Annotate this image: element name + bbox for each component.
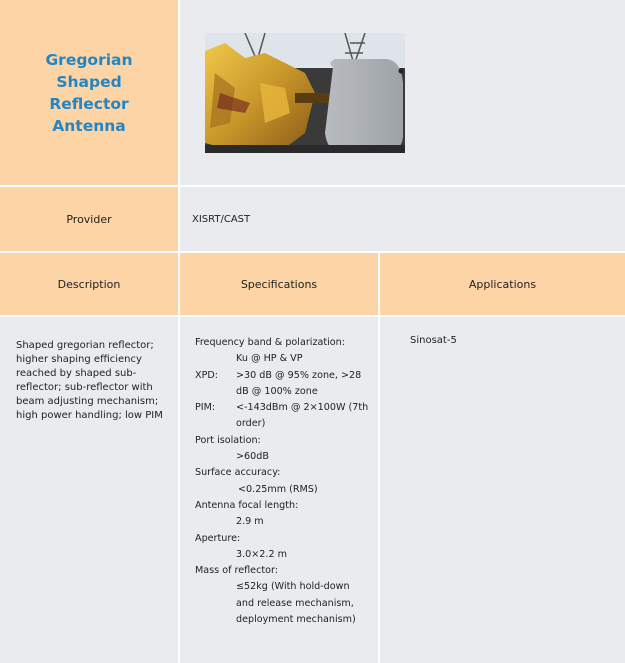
specifications-header: Specifications: [240, 277, 318, 291]
spec-mass-value: ≤52kg (With hold-down and release mechanism, deployment mechanism): [236, 581, 356, 626]
spec-xpd-label: XPD:: [195, 369, 218, 381]
spec-pim-row: [195, 400, 370, 433]
applications-text: Sinosat-5: [410, 335, 457, 346]
description-text: Shaped gregorian reflector; higher shaping efficiency reached by shaped sub-reflector; sub-reflector with beam adjusting mechanism; high power handling; low PIM: [16, 340, 163, 421]
applications-cell: [380, 317, 625, 663]
specifications-cell: [180, 317, 378, 663]
spec-aperture-value: 3.0×2.2 m: [236, 548, 287, 560]
antenna-photo: [205, 33, 405, 153]
spec-pim-value: <-143dBm @ 2×100W (7th order): [236, 402, 369, 430]
provider-label: Provider: [66, 212, 112, 226]
description-cell: [0, 317, 178, 663]
spec-port-value: >60dB: [236, 451, 269, 463]
spec-xpd-row: [195, 368, 370, 401]
description-header: Description: [57, 277, 121, 291]
spec-mass-label: Mass of reflector:: [195, 565, 278, 577]
spec-port-label: Port isolation:: [195, 434, 261, 446]
provider-value-cell: [180, 187, 625, 251]
spec-pim-label: PIM:: [195, 402, 216, 414]
spec-frequency-label: Frequency band & polarization:: [195, 337, 345, 348]
applications-header: Applications: [468, 277, 537, 291]
applications-header-cell: [380, 253, 625, 315]
image-cell: [180, 0, 625, 185]
spec-surface-label: Surface accuracy:: [195, 467, 281, 479]
spec-aperture-label: Aperture:: [195, 532, 241, 544]
title-cell: [0, 0, 178, 185]
description-header-cell: [0, 253, 178, 315]
page-title: Gregorian Shaped Reflector Antenna: [45, 50, 133, 135]
provider-label-cell: [0, 187, 178, 251]
spec-focal-label: Antenna focal length:: [195, 499, 299, 511]
provider-value: XISRT/CAST: [192, 213, 251, 225]
spec-xpd-value: >30 dB @ 95% zone, >28 dB @ 100% zone: [236, 369, 362, 397]
specifications-header-cell: [180, 253, 378, 315]
spec-frequency-value: Ku @ HP & VP: [236, 353, 303, 365]
spec-surface-value: <0.25mm (RMS): [238, 483, 318, 495]
spec-focal-value: 2.9 m: [236, 516, 264, 528]
